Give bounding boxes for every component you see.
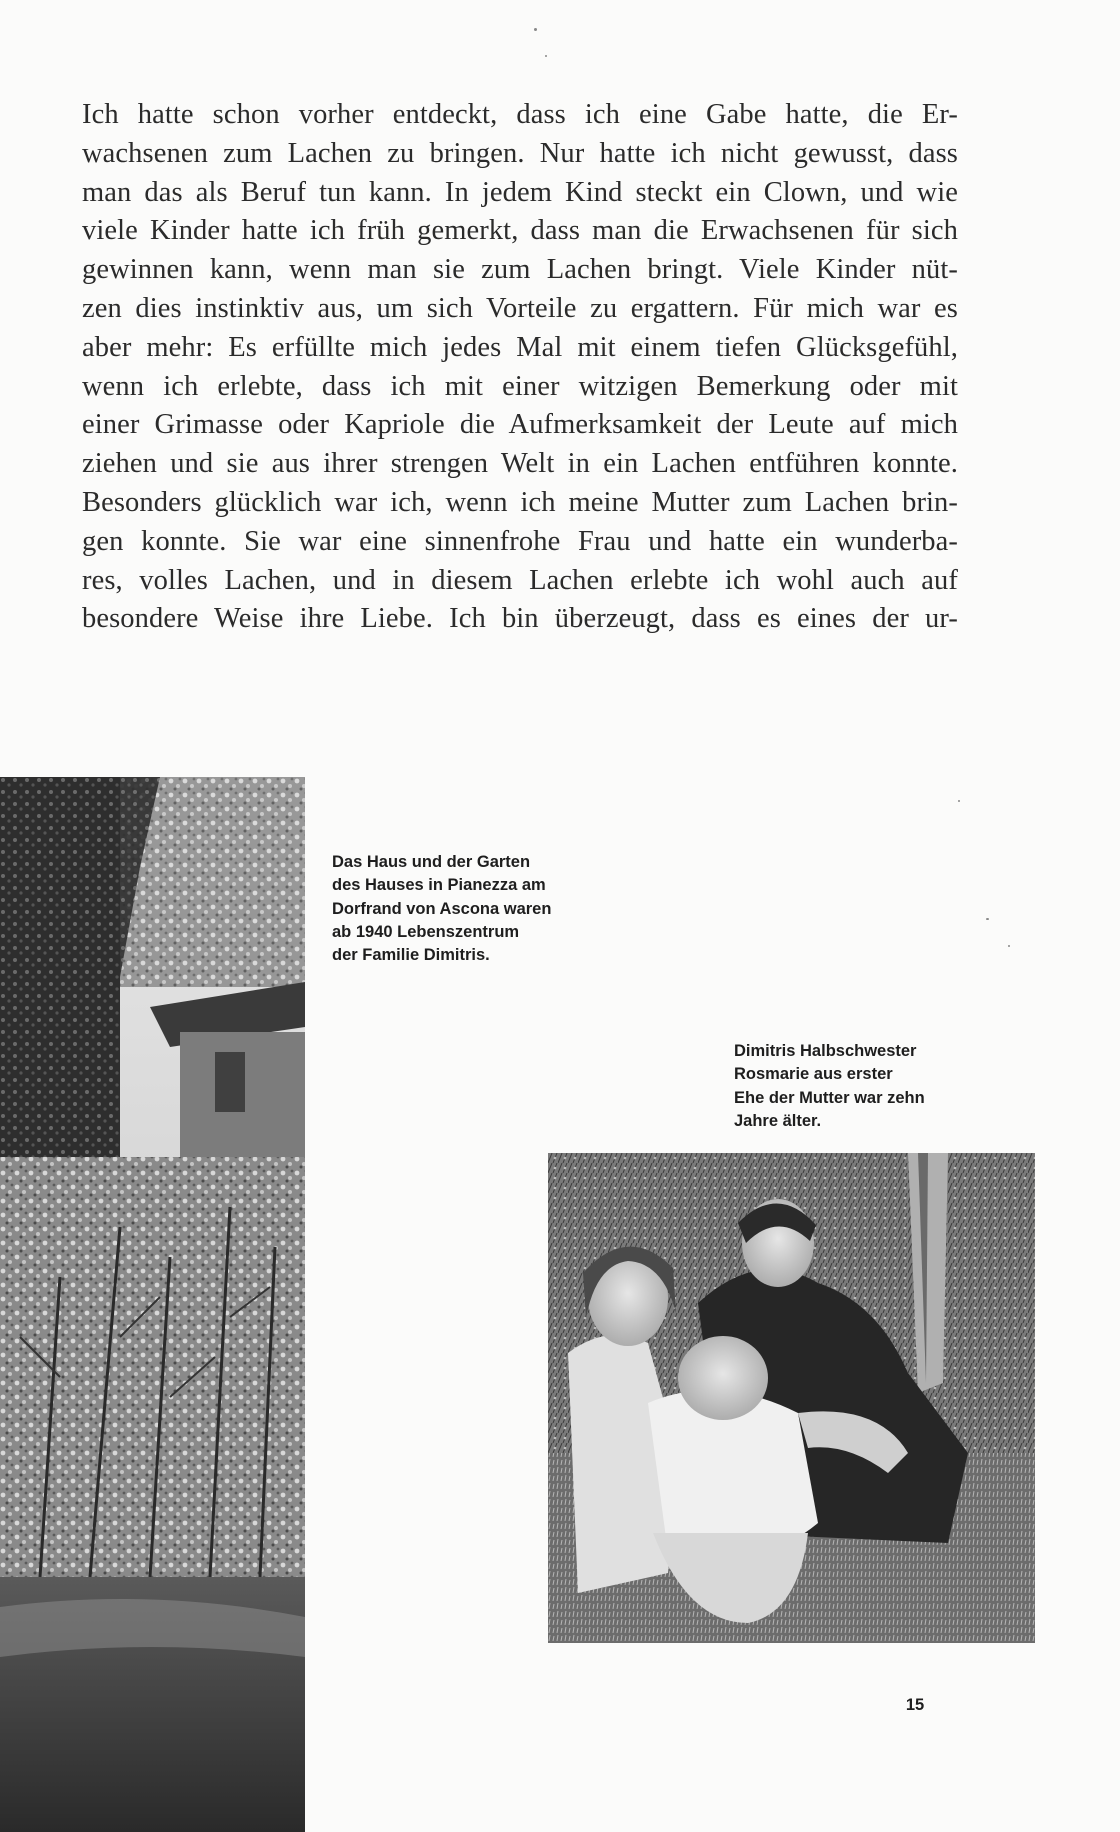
scan-speck [545, 55, 547, 57]
body-line: gen konnte. Sie war eine sinnenfrohe Frau und hatte ein wunderba- [82, 525, 958, 557]
body-line: viele Kinder hatte ich früh gemerkt, dass man die Erwachsenen für sich [82, 215, 958, 247]
caption-line: des Hauses in Pianezza am [332, 876, 546, 895]
body-line: gewinnen kann, wenn man sie zum Lachen bringt. Viele Kinder nüt- [82, 254, 958, 286]
body-line: man das als Beruf tun kann. In jedem Kind steckt ein Clown, und wie [82, 176, 958, 208]
scan-speck [986, 918, 989, 920]
body-line: zen dies instinktiv aus, um sich Vorteile zu ergattern. Für mich war es [82, 292, 958, 324]
caption-line: Rosmarie aus erster [734, 1065, 893, 1084]
caption-line: Dorfrand von Ascona waren [332, 899, 552, 918]
body-line: Besonders glücklich war ich, wenn ich meine Mutter zum Lachen brin- [82, 486, 958, 518]
body-line: res, volles Lachen, und in diesem Lachen erlebte ich wohl auch auf [82, 564, 958, 596]
caption-line: Ehe der Mutter war zehn [734, 1088, 925, 1107]
caption-line: Jahre älter. [734, 1111, 822, 1130]
family-photo [548, 1153, 1035, 1643]
caption-line: ab 1940 Lebenszentrum [332, 922, 520, 941]
body-line: Ich hatte schon vorher entdeckt, dass ich eine Gabe hatte, die Er- [82, 99, 958, 130]
scan-speck [958, 800, 960, 802]
caption-sister [734, 1040, 974, 1133]
body-line: wachsenen zum Lachen zu bringen. Nur hatte ich nicht gewusst, dass [82, 137, 958, 169]
caption-line: Dimitris Halbschwester [734, 1042, 917, 1060]
body-line: aber mehr: Es erfüllte mich jedes Mal mit einem tiefen Glücksgefühl, [82, 331, 958, 363]
page-number: 15 [905, 1696, 925, 1714]
caption-garden [332, 851, 572, 967]
caption-line: der Familie Dimitris. [332, 946, 490, 965]
body-line: einer Grimasse oder Kapriole die Aufmerksamkeit der Leute auf mich [82, 409, 958, 441]
scan-speck [534, 28, 537, 31]
caption-line: Das Haus und der Garten [332, 853, 531, 871]
body-line: besondere Weise ihre Liebe. Ich bin überzeugt, dass es eines der ur- [82, 603, 958, 635]
body-text [82, 96, 958, 639]
body-line: ziehen und sie aus ihrer strengen Welt in ein Lachen entführen konnte. [82, 448, 958, 480]
scan-speck [1008, 945, 1010, 947]
body-line: wenn ich erlebte, dass ich mit einer witzigen Bemerkung oder mit [82, 370, 958, 402]
garden-photo [0, 777, 305, 1832]
